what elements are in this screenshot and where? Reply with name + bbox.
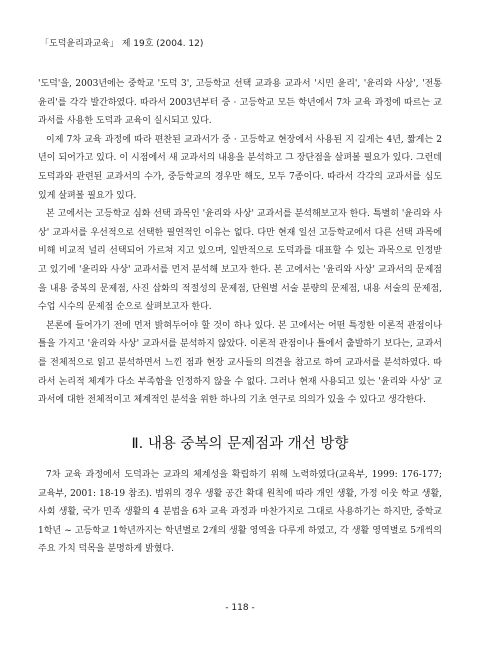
paragraph-3: 본 고에서는 고등학교 심화 선택 과목인 '윤리와 사상' 교과서를 분석해보고자 한다. 특별히 '윤리와 사상' 교과서를 우선적으로 선택한 필연적인 이유는 없다. 다만 현재 일선 고등학교에서 다른 선택 과목에 비해 비교적 널리 선택되어 가르쳐 지고 있으며, 일반적으로 도덕과를 대표할 수 있는 과목으로 인정받고 있기에 '윤리와 사상' 교과서를 먼저 분석해 보고자 한다. 본 고에서는 '윤리와 사상' 교과서의 문제점을 내용 중복의 문제점, 사진 삽화의 적절성의 문제점, 단원별 서술 분량의 문제점, 내용 서술의 문제점, 수업 시수의 문제점 순으로 살펴보고자 한다.: [38, 209, 442, 313]
section-body-text: [38, 466, 442, 559]
paragraph-4: 본론에 들어가기 전에 먼저 밝혀두어야 할 것이 하나 있다. 본 고에서는 어떤 특정한 이론적 관점이나 틀을 가지고 '윤리와 사상' 교과서를 분석하지 않았다. 이론적 관점이나 틀에서 출발하기 보다는, 교과서를 전체적으로 읽고 분석하면서 느낀 점과 현장 교사들의 의견을 참고로 하여 교과서를 분석하였다. 따라서 논리적 체계가 다소 부족함을 인정하지 않을 수 없다. 그러나 현재 사용되고 있는 '윤리와 사상' 교과서에 대한 전체적이고 체계적인 분석을 위한 하나의 기초 연구로 의의가 있을 수 있다고 생각한다.: [38, 320, 442, 406]
body-text: [38, 75, 442, 410]
paragraph-2: 이제 7차 교육 과정에 따라 편찬된 교과서가 중 · 고등학교 현장에서 사용된 지 길게는 4년, 짧게는 2년이 되어가고 있다. 이 시점에서 새 교과서의 내용을 분석하고 그 장단점을 살펴볼 필요가 있다. 그런데 도덕과와 관련된 교과서의 수가, 중등학교의 경우만 해도, 모두 7종이다. 따라서 각각의 교과서를 심도 있게 살펴볼 필요가 있다.: [38, 134, 442, 201]
running-header: 「도덕윤리과교육」 제 19호 (2004. 12): [40, 39, 204, 49]
page-number: - 118 -: [225, 603, 255, 613]
paragraph-1: '도덕'을, 2003년에는 중학교 '도덕 3', 고등학교 선택 교과용 교과서 '시민 윤리', '윤리와 사상', '전통 윤리'를 각각 발간하였다. 따라서 2003년부터 중 · 고등학교 모든 학년에서 7차 교육 과정에 따르는 교과서를 사용한 도덕과 교육이 실시되고 있다.: [38, 79, 442, 127]
section-paragraph-1: 7차 교육 과정에서 도덕과는 교과의 체계성을 확립하기 위해 노력하였다(교육부, 1999: 176-177; 교육부, 2001: 18-19 참조). 범위의 경우 생활 공간 확대 원칙에 따라 개인 생활, 가정 이웃 학교 생활, 사회 생활, 국가 민족 생활의 4 분법을 6차 교육 과정과 마찬가지로 그대로 사용하기는 하지만, 중학교 1학년 ~ 고등학교 1학년까지는 학년별로 2개의 생활 영역을 다루게 하였고, 각 생활 영역별로 5개씩의 주요 가치 덕목을 분명하게 밝혔다.: [38, 470, 442, 555]
section-heading: Ⅱ. 내용 중복의 문제점과 개선 방향: [131, 436, 349, 452]
